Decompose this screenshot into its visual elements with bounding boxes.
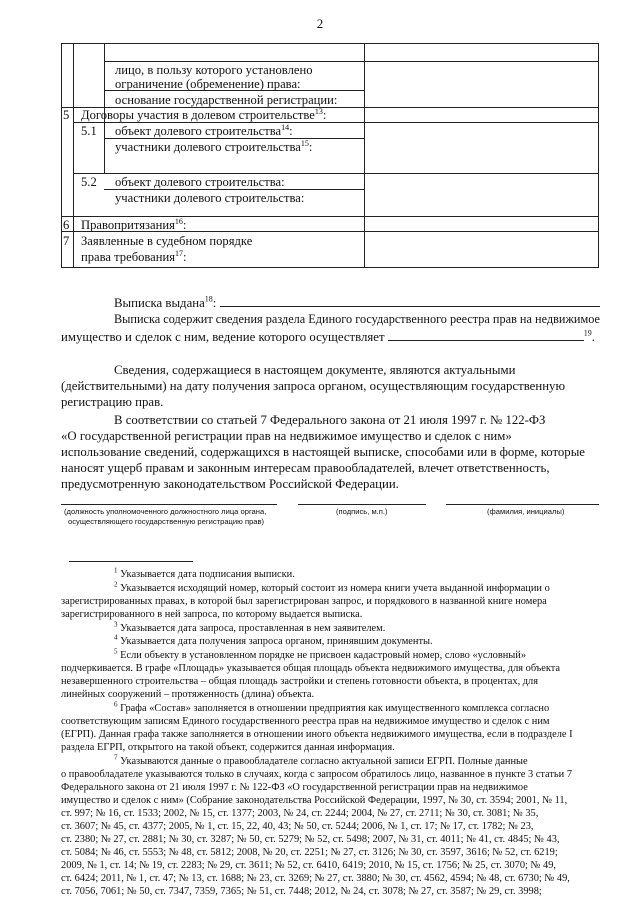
footnote-2-cont: зарегистрированных правах, в которой был зарегистрирован запрос, и порядкового в названной книге номера: [61, 596, 547, 607]
footnote-7-cont: ст. 3607; № 45, ст. 4377; 2005, № 1, ст. 15, 22, 40, 43; № 50, ст. 5244; 2006, № 1, ст. 17; № 17, ст. 1782; № 23,: [61, 821, 534, 832]
footnote-3: $^3$ Указывается дата запроса, проставленная в нем заявителем.: [114, 620, 386, 634]
row-number-5: 5: [63, 108, 70, 122]
liability-paragraph-line5: предусмотренную законодательством Российской Федерации.: [61, 477, 399, 491]
page-number: 2: [316, 16, 324, 31]
right-holder-label: лицо, в пользу которого установлено: [115, 63, 313, 77]
footnote-7-cont: имущество и сделок с ним» (Собрание законодательства Российской Федерации, 1997, № 30, ст. 3594; 2001, № 11,: [61, 795, 568, 806]
footnote-2: $^2$ Указывается исходящий номер, который состоит из номера книги учета выданной информации о: [114, 580, 550, 594]
table-top-border: [61, 43, 599, 44]
shared-participants-label: участники долевого строительства:: [115, 191, 305, 205]
footnote-7-cont: ст. 6424; 2011, № 1, ст. 47; № 13, ст. 1688; № 23, ст. 3269; № 27, ст. 3880; № 30, ст. 4562, 4594; № 48, ст. 6730; № 49,: [61, 873, 570, 884]
footnote-ref: 18: [204, 294, 213, 304]
position-caption: (должность уполномоченного должностного лица органа,: [64, 507, 267, 516]
footnote-5: $^5$ Если объекту в установленном порядке не присвоен кадастровый номер, слово «условный»: [114, 647, 527, 661]
footnote-ref: 17: [175, 248, 184, 258]
footnote-2-cont: зарегистрированного в ней запроса, по которому выдается выписка.: [61, 609, 363, 620]
footnote-7: $^7$ Указываются данные о правообладателе согласно актуальной записи ЕГРП. Полные данные: [114, 753, 528, 767]
footnote-6-cont: (ЕГРП). Данная графа также заполняется в отношении иного объекта недвижимого имущества, если в подразделе I: [61, 729, 573, 740]
footnote-ref: 14: [281, 122, 290, 132]
actuality-paragraph-line3: регистрацию прав.: [61, 395, 164, 409]
shared-construction-label: Договоры участия в долевом строительстве$^{13}$:: [81, 106, 327, 122]
footnote-ref: 19: [583, 328, 592, 338]
shared-object-label: объект долевого строительства:: [115, 175, 285, 189]
footnote-5-cont: линейных сооружений – протяженность (длина) объекта.: [61, 689, 315, 700]
shared-participants-label: участники долевого строительства$^{15}$:: [115, 138, 313, 154]
liability-paragraph-line1: В соответствии со статьей 7 Федерального закона от 21 июля 1997 г. № 122-ФЗ: [114, 413, 546, 427]
footnote-7-cont: ст. 2380; № 27, ст. 2881; № 30, ст. 3287; № 50, ст. 5279; № 52, ст. 5498; 2007, № 31, ст. 4011; № 41, ст. 4845; № 43,: [61, 834, 560, 845]
table-left-border: [61, 43, 62, 268]
footnote-7-cont: ст. 7056, 7061; № 50, ст. 7347, 7359, 7365; № 51, ст. 7448; 2012, № 24, ст. 3078; № 27, ст. 3587; № 29, ст. 3998;: [61, 886, 542, 897]
row-number-6: 6: [63, 218, 70, 232]
row-number-5-2: 5.2: [81, 175, 97, 189]
footnote-6: $^6$ Графа «Состав» заполняется в отношении предприятия как имущественного комплекса согласно: [114, 700, 550, 714]
name-caption: (фамилия, инициалы): [487, 507, 565, 516]
court-claims-label-cont: права требования$^{17}$:: [81, 248, 187, 264]
footnote-5-cont: подчеркивается. В графе «Площадь» указывается общая площадь объекта недвижимого имущества, для объекта: [61, 663, 561, 674]
footnote-7-cont: Федерального закона от 21 июля 1997 г. № 122-ФЗ «О государственной регистрации прав на недвижимое: [61, 782, 528, 793]
shared-object-label: объект долевого строительства$^{14}$:: [115, 122, 293, 138]
registration-basis-label: основание государственной регистрации:: [115, 93, 338, 107]
footnotes-separator: [69, 561, 193, 562]
footnote-7-cont: ст. 997; № 16, ст. 1533; 2002, № 15, ст. 1377; 2003, № 24, ст. 2244; 2004, № 27, ст. 2711; № 30, ст. 3081; № 35,: [61, 808, 539, 819]
name-signature-line: [446, 504, 599, 505]
footnote-7-cont: ст. 5084; № 46, ст. 5553; № 48, ст. 5812; 2008, № 20, ст. 2251; № 27, ст. 3126; № 30, ст. 3597, 3616; № 52, ст. 6219;: [61, 847, 558, 858]
footnote-1: $^1$ Указывается дата подписания выписки.: [114, 566, 295, 580]
column-divider-number: [73, 43, 74, 268]
footnote-6-cont: раздела ЕГРП, открытого на такой объект, содержится данная информация.: [61, 742, 395, 753]
court-claims-label: Заявленные в судебном порядке: [81, 234, 253, 248]
footnote-7-cont: о правообладателе указываются только в случаях, когда с запросом обратилось лицо, названное в пункте 3 статьи 7: [61, 769, 573, 780]
row-number-7: 7: [63, 234, 70, 248]
issued-to-field: [220, 294, 600, 307]
register-section-line1: Выписка содержит сведения раздела Единого государственного реестра прав на недвижимое: [114, 312, 600, 326]
footnote-6-cont: соответствующим записям Единого государственного реестра прав на недвижимое имущество и сделок с ним: [61, 716, 550, 727]
footnote-4: $^4$ Указывается дата получения запроса органом, принявшим документы.: [114, 633, 433, 647]
actuality-paragraph-line2: (действительными) на дату получения запроса органом, осуществляющим государственную: [61, 379, 566, 393]
signature-caption: (подпись, м.п.): [336, 507, 388, 516]
actuality-paragraph-line1: Сведения, содержащиеся в настоящем документе, являются актуальными: [114, 363, 516, 377]
footnote-5-cont: незавершенного строительства – общая площадь застройки и степень готовности объекта, в процентах, для: [61, 676, 539, 687]
column-divider-value: [364, 43, 365, 268]
signature-line: [298, 504, 426, 505]
liability-paragraph-line2: «О государственной регистрации прав на недвижимое имущество и сделок с ним»: [61, 429, 512, 443]
register-keeper-field: [388, 328, 584, 341]
footnote-ref: 15: [300, 138, 309, 148]
footnote-7-cont: 2009, № 1, ст. 14; № 19, ст. 2283; № 29, ст. 3611; № 52, ст. 6410, 6419; 2010, № 15, ст. 1756; № 25, ст. 3070; № 49,: [61, 860, 557, 871]
table-right-border: [598, 43, 599, 268]
register-section-line2: имущество и сделок с ним, ведение которого осуществляет $^{19}$.: [61, 328, 595, 344]
position-signature-line: [61, 504, 277, 505]
liability-paragraph-line3: использование сведений, содержащихся в настоящей выписке, способами или в форме, которые: [61, 445, 585, 459]
encumbrance-label: ограничение (обременение) права:: [115, 77, 301, 91]
row-number-5-1: 5.1: [81, 124, 97, 138]
liability-paragraph-line4: наносят ущерб правам и законным интересам правообладателей, влечет ответственность,: [61, 461, 550, 475]
position-caption-cont: осуществляющего государственную регистрацию прав): [68, 517, 265, 526]
rights-table: [61, 43, 599, 268]
issued-to-line: Выписка выдана$^{18}$:: [114, 294, 600, 311]
footnote-ref: 16: [174, 216, 183, 226]
table-bottom-border: [61, 267, 599, 268]
footnote-ref: 13: [314, 106, 323, 116]
claims-label: Правопритязания$^{16}$:: [81, 216, 187, 232]
